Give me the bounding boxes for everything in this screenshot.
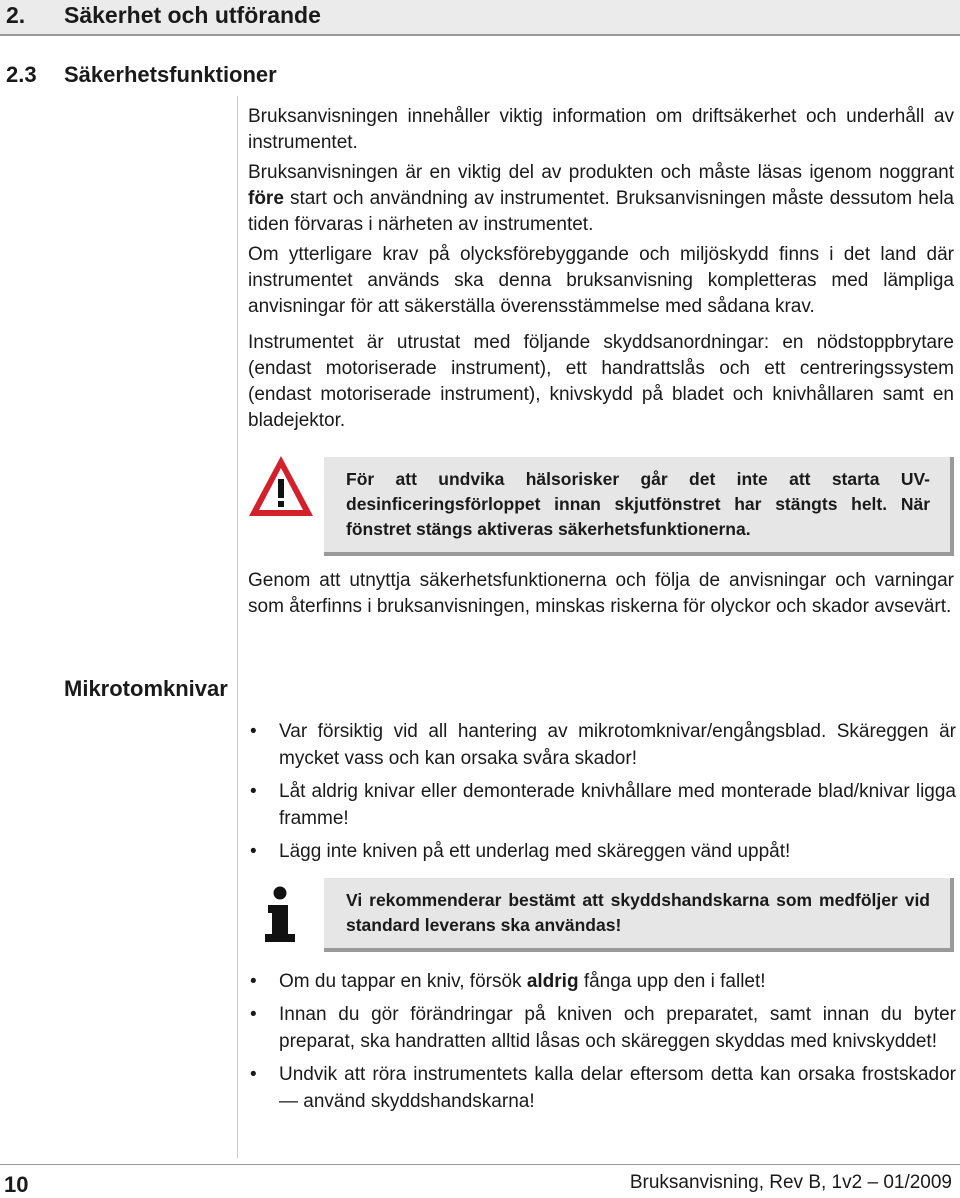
intro-p2-text-a: Bruksanvisningen är en viktig del av produkten och måste läsas igenom noggrant	[248, 162, 954, 183]
bullet-dot: •	[250, 781, 257, 802]
intro-p2-bold: före	[248, 188, 284, 209]
section-title: Säkerhet och utförande	[64, 2, 321, 28]
bullet-dot: •	[250, 1004, 257, 1025]
intro-paragraph-2	[248, 160, 954, 238]
footer-rule	[0, 1164, 960, 1165]
footer-document-reference: Bruksanvisning, Rev B, 1v2 – 01/2009	[629, 1172, 952, 1193]
list-item-bold: aldrig	[526, 971, 579, 992]
bullet-dot: •	[250, 1064, 257, 1085]
list-item-text: Undvik att röra instrumentets kalla delar eftersom detta kan orsaka frostskador — använd skyddshandskarna!	[279, 1064, 956, 1112]
knives-bullet-list-1	[248, 718, 956, 871]
warning-note-text: För att undvika hälsorisker går det inte att starta UV-desinficeringsförloppet innan skjutfönstret har stängts helt. När fönstret stängs aktiveras säkerhetsfunktionerna.	[346, 469, 930, 539]
info-note-text: Vi rekommenderar bestämt att skyddshandskarna som medföljer vid standard leverans ska användas!	[346, 890, 930, 935]
info-icon	[262, 886, 298, 944]
summary-paragraph: Genom att utnyttja säkerhetsfunktionerna och följa de anvisningar och varningar som återfinns i bruksanvisningen, minskas riskerna för olyckor och skador avsevärt.	[248, 570, 954, 617]
list-item-text: Låt aldrig knivar eller demonterade knivhållare med monterade blad/knivar ligga framme!	[279, 781, 956, 829]
list-item	[248, 1061, 956, 1115]
knives-heading: Mikrotomknivar	[64, 676, 228, 701]
intro-paragraph-3: Om ytterligare krav på olycksförebyggande och miljöskydd finns i det land där instrumentet används ska denna bruksanvisning kompletteras med lämpliga anvisningar för att säkerställa överensstämmelse med sådana krav.	[248, 244, 954, 317]
subsection-title: Säkerhetsfunktioner	[64, 62, 277, 87]
subsection-number: 2.3	[6, 62, 37, 87]
list-item	[248, 968, 956, 995]
list-item	[248, 718, 956, 772]
intro-paragraph-4: Instrumentet är utrustat med följande skyddsanordningar: en nödstoppbrytare (endast motoriserade instrument), ett handrattslås och ett centreringssystem (endast motoriserade instrument), knivskydd på bladet och knivhållaren samt en bladejektor.	[248, 332, 954, 431]
margin-divider	[237, 96, 238, 1158]
warning-note-box	[324, 457, 954, 556]
bullet-dot: •	[250, 971, 257, 992]
intro-paragraph-1: Bruksanvisningen innehåller viktig information om driftsäkerhet och underhåll av instrumentet.	[248, 106, 954, 153]
list-item	[248, 778, 956, 832]
list-item-text: Lägg inte kniven på ett underlag med skäreggen vänd uppåt!	[279, 841, 791, 862]
intro-p2-text-b: start och användning av instrumentet. Bruksanvisningen måste dessutom hela tiden förvaras i närheten av instrumentet.	[248, 188, 954, 235]
list-item-text: Var försiktig vid all hantering av mikrotomknivar/engångsblad. Skäreggen är mycket vass och kan orsaka svåra skador!	[279, 721, 956, 769]
section-header-bar	[0, 0, 960, 36]
page-number: 10	[4, 1172, 29, 1197]
warning-triangle-icon	[246, 452, 316, 522]
list-item	[248, 1001, 956, 1055]
knives-bullet-list-2	[248, 968, 956, 1121]
list-item-text-b: fånga upp den i fallet!	[578, 971, 766, 992]
list-item	[248, 838, 956, 865]
list-item-text-a: Om du tappar en kniv, försök	[279, 971, 527, 992]
list-item-text: Innan du gör förändringar på kniven och preparatet, samt innan du byter preparat, ska handratten alltid låsas och skäreggen skyddas med knivskyddet!	[279, 1004, 956, 1052]
info-note-box	[324, 878, 954, 952]
section-number: 2.	[6, 2, 26, 28]
bullet-dot: •	[250, 721, 257, 742]
bullet-dot: •	[250, 841, 257, 862]
